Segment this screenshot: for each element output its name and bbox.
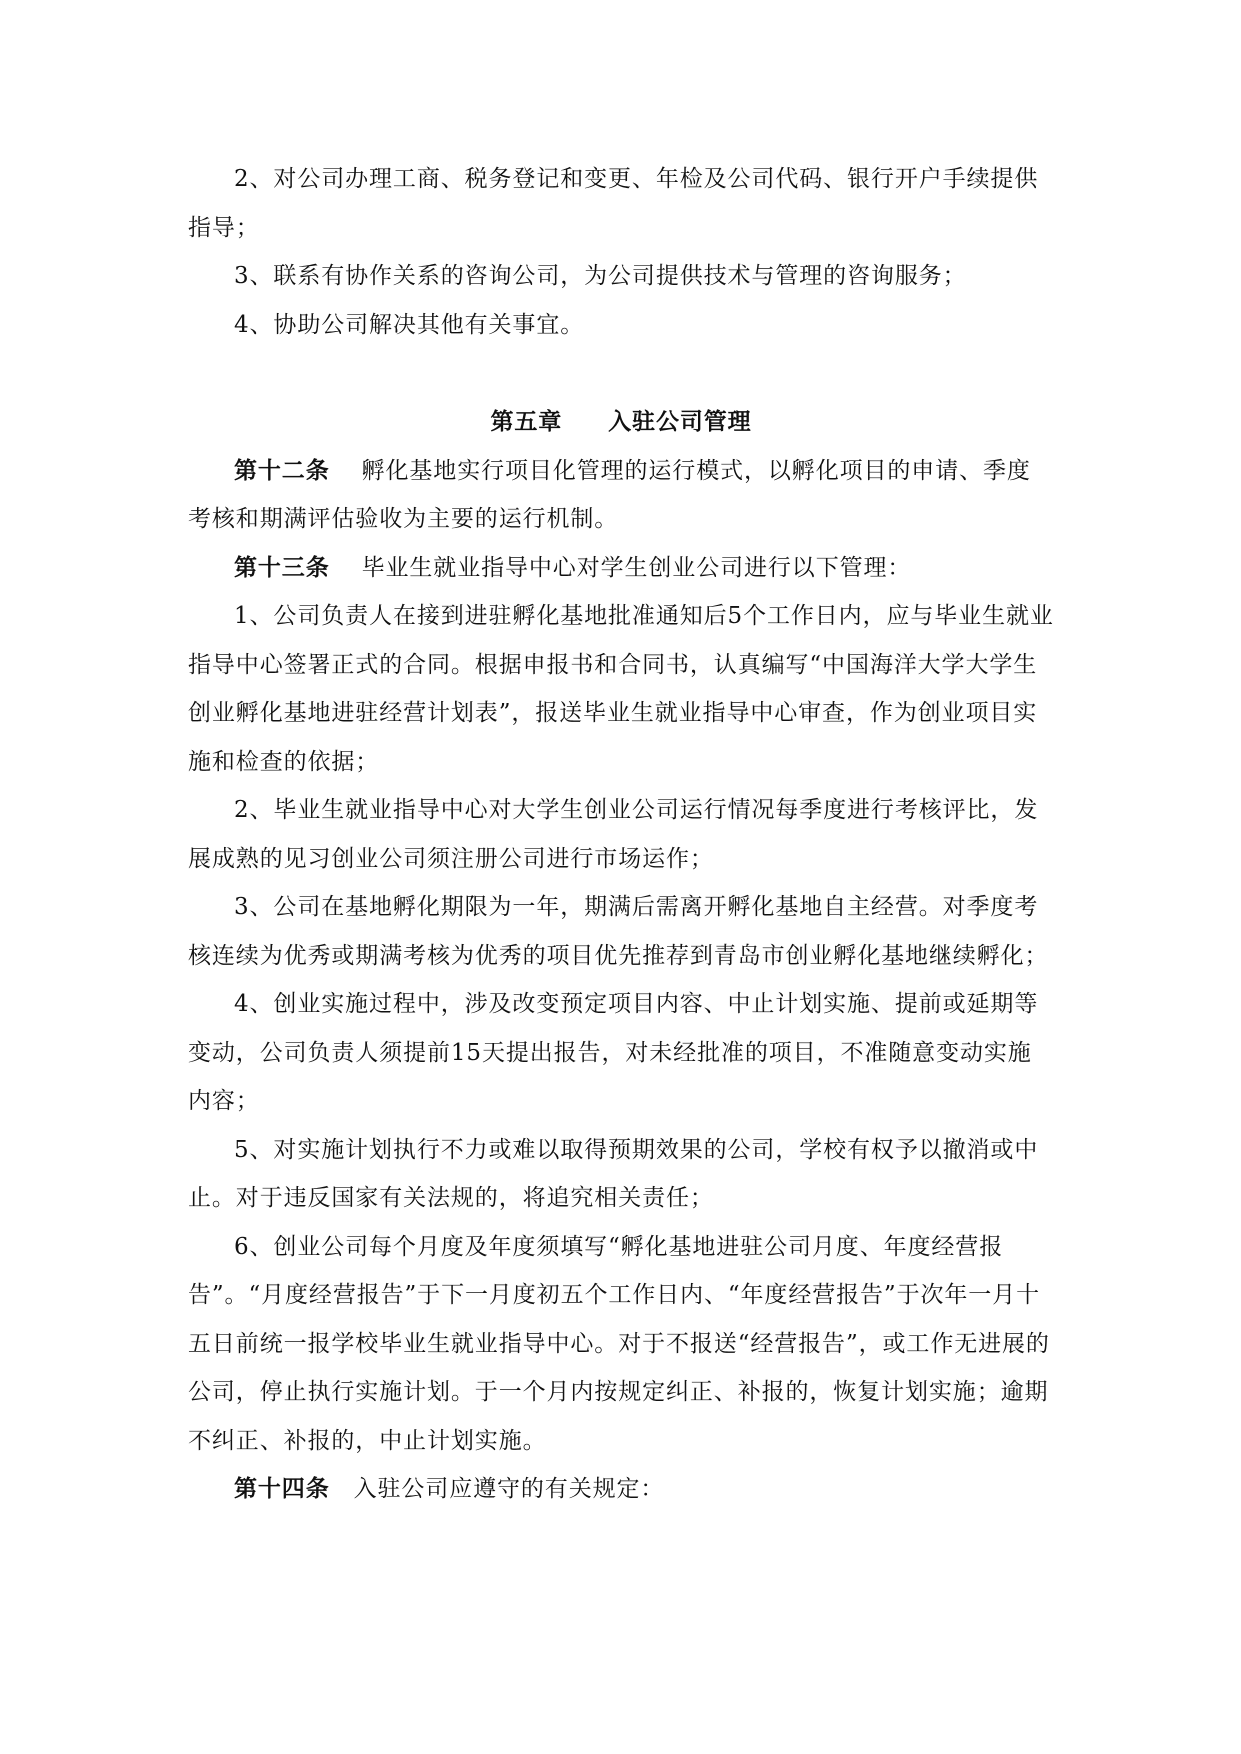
article-number: 第十四条: [234, 1475, 330, 1502]
list-item: 4、协助公司解决其他有关事宜。: [234, 311, 585, 338]
article-number: 第十二条: [234, 456, 330, 484]
article-12: [188, 447, 1054, 544]
chapter-heading: [188, 398, 1054, 447]
chapter-number: 第五章: [490, 408, 563, 435]
list-item: 2、对公司办理工商、税务登记和变更、年检及公司代码、银行开户手续提供指导；: [188, 166, 1039, 241]
article-13: [188, 544, 1054, 593]
list-item: 2、毕业生就业指导中心对大学生创业公司运行情况每季度进行考核评比，发展成熟的见习创业公司须注册公司进行市场运作；: [188, 797, 1039, 872]
chapter-title: 入驻公司管理: [608, 408, 752, 435]
list-item: 5、对实施计划执行不力或难以取得预期效果的公司，学校有权予以撤消或中止。对于违反国家有关法规的，将追究相关责任；: [188, 1136, 1039, 1211]
article-14: [188, 1465, 1054, 1514]
document-body: [188, 155, 1054, 1514]
article-text: 孵化基地实行项目化管理的运行模式，以孵化项目的申请、季度考核和期满评估验收为主要的运行机制。: [188, 457, 1031, 532]
list-item: 6、创业公司每个月度及年度须填写“孵化基地进驻公司月度、年度经营报告”。“月度经营报告”于下一月度初五个工作日内、“年度经营报告”于次年一月十五日前统一报学校毕业生就业指导中心。对于不报送“经营报告”，或工作无进展的公司，停止执行实施计划。于一个月内按规定纠正、补报的，恢复计划实施；逾期不纠正、补报的，中止计划实施。: [188, 1233, 1050, 1454]
list-item: 3、公司在基地孵化期限为一年，期满后需离开孵化基地自主经营。对季度考核连续为优秀或期满考核为优秀的项目优先推荐到青岛市创业孵化基地继续孵化；: [188, 894, 1049, 969]
article-text: 入驻公司应遵守的有关规定：: [353, 1476, 665, 1502]
article-number: 第十三条: [234, 553, 330, 581]
list-item: 4、创业实施过程中，涉及改变预定项目内容、中止计划实施、提前或延期等变动，公司负责人须提前15天提出报告，对未经批准的项目，不准随意变动实施内容；: [188, 991, 1039, 1114]
list-item: 1、公司负责人在接到进驻孵化基地批准通知后5个工作日内，应与毕业生就业指导中心签署正式的合同。根据申报书和合同书，认真编写“中国海洋大学大学生创业孵化基地进驻经营计划表”，报送毕业生就业指导中心审查，作为创业项目实施和检查的依据；: [188, 603, 1054, 775]
article-text: 毕业生就业指导中心对学生创业公司进行以下管理：: [361, 554, 912, 581]
list-item: 3、联系有协作关系的咨询公司，为公司提供技术与管理的咨询服务；: [234, 263, 967, 289]
